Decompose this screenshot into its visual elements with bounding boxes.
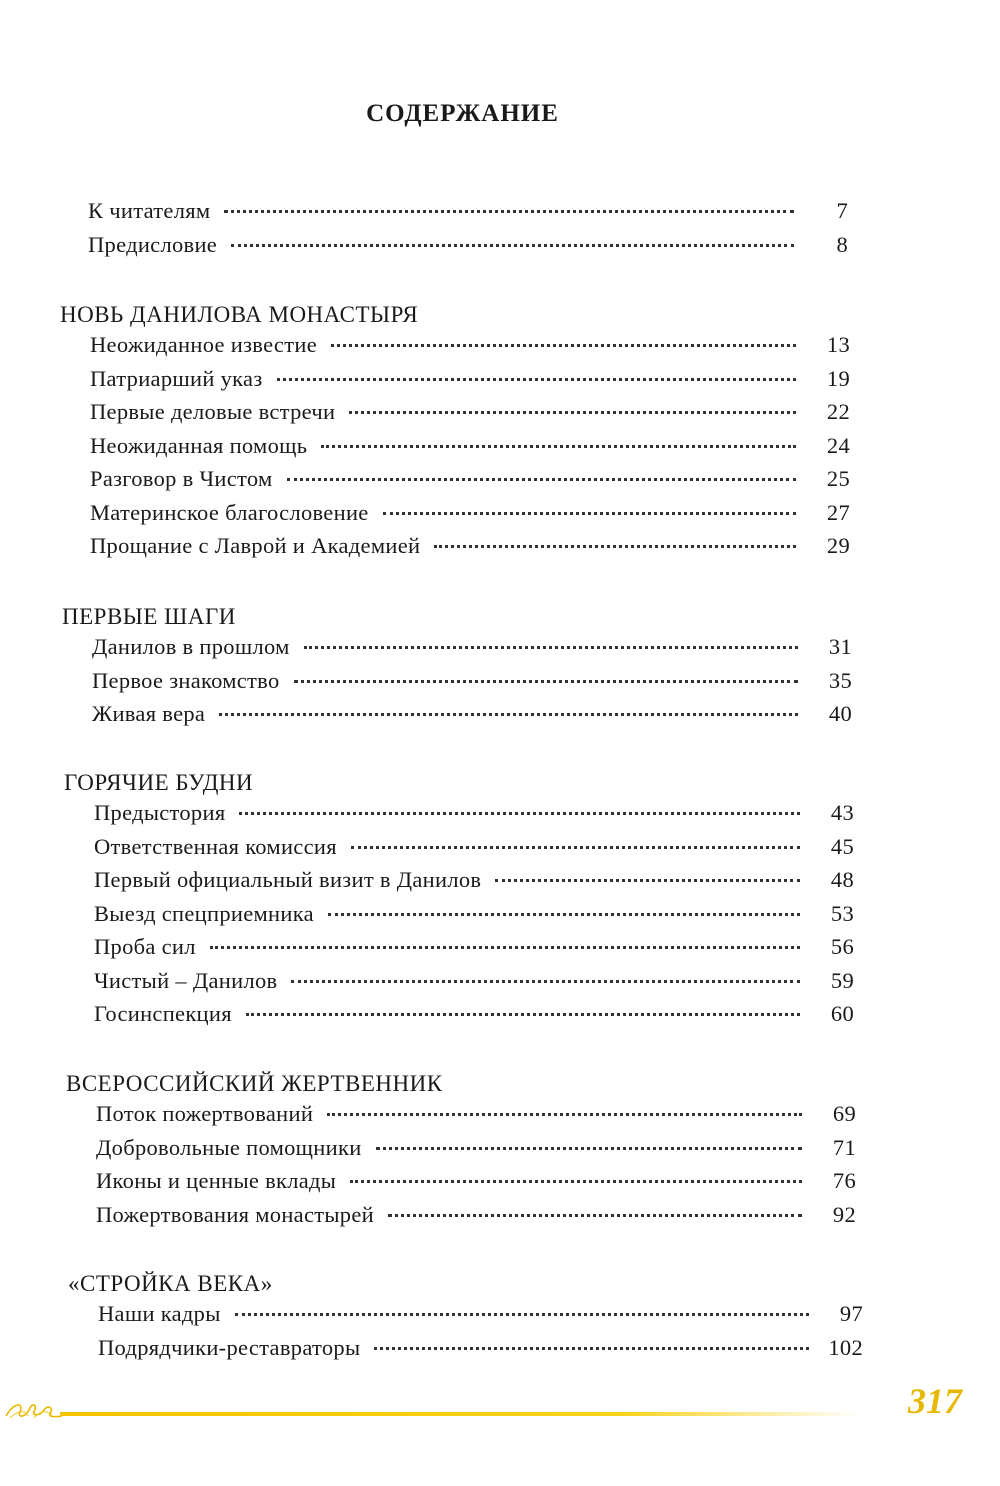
- toc-entry[interactable]: [96, 1135, 856, 1169]
- toc-entry-label: Разговор в Чистом: [90, 466, 273, 491]
- toc-entry-page: 19: [826, 365, 850, 391]
- toc-entry[interactable]: [92, 634, 852, 668]
- section-title: ПЕРВЫЕ ШАГИ: [62, 604, 236, 629]
- toc-entry-label: Живая вера: [92, 701, 206, 726]
- toc-entry[interactable]: [90, 533, 850, 567]
- toc-entry[interactable]: [94, 867, 854, 901]
- toc-section: [66, 1067, 856, 1235]
- toc-section: [62, 600, 852, 735]
- page-number: 317: [908, 1381, 962, 1421]
- toc-entry-label: Проба сил: [94, 934, 196, 959]
- toc-entry[interactable]: [92, 701, 852, 735]
- toc-entry[interactable]: [94, 968, 854, 1002]
- dot-leader: [277, 378, 796, 381]
- toc-entry-label: Ответственная комиссия: [94, 833, 337, 859]
- dot-leader: [304, 646, 798, 649]
- dot-leader: [321, 445, 796, 448]
- toc-entry-label: Подрядчики-реставраторы: [98, 1334, 361, 1360]
- toc-entry-label: Первые деловые встречи: [90, 399, 336, 424]
- toc-entry-label: Наши кадры: [98, 1301, 221, 1326]
- toc-entry[interactable]: [96, 1202, 856, 1236]
- toc-entry-label: Пожертвования монастырей: [96, 1201, 374, 1227]
- toc-entry[interactable]: [94, 800, 854, 834]
- section-title: «СТРОЙКА ВЕКА»: [68, 1271, 273, 1296]
- toc-entry-label: Неожиданная помощь: [90, 432, 308, 458]
- dot-leader: [350, 1180, 802, 1183]
- toc-entry[interactable]: [88, 198, 848, 232]
- dot-leader: [376, 1147, 802, 1150]
- toc-entry-label: Предыстория: [94, 800, 226, 825]
- dot-leader: [210, 946, 800, 949]
- footer-rule: [60, 1412, 860, 1416]
- toc-entry-label: К читателям: [88, 198, 211, 223]
- dot-leader: [328, 913, 800, 916]
- toc-entry[interactable]: [96, 1168, 856, 1202]
- section-title: ВСЕРОССИЙСКИЙ ЖЕРТВЕННИК: [66, 1071, 443, 1096]
- dot-leader: [231, 244, 794, 247]
- toc-entry[interactable]: [98, 1335, 863, 1369]
- toc-entry-page: 53: [830, 900, 854, 926]
- toc-entry-page: 25: [826, 466, 850, 491]
- toc-entry-label: Предисловие: [88, 231, 218, 257]
- toc-entry-label: Первый официальный визит в Данилов: [94, 867, 482, 892]
- toc-entry-page: 35: [828, 667, 852, 693]
- toc-entry[interactable]: [94, 901, 854, 935]
- toc-entry-page: 29: [826, 533, 850, 558]
- toc-entry-page: 59: [830, 967, 854, 993]
- toc-section: [68, 1267, 863, 1368]
- toc-entry[interactable]: [94, 1001, 854, 1035]
- toc-entry[interactable]: [98, 1301, 863, 1335]
- toc-entry[interactable]: [90, 399, 850, 433]
- toc-entry[interactable]: [90, 466, 850, 500]
- toc-entry-page: 71: [832, 1134, 856, 1160]
- toc-entry-page: 24: [826, 432, 850, 458]
- dot-leader: [495, 879, 800, 882]
- toc-entry-page: 31: [828, 634, 852, 659]
- toc-entry[interactable]: [90, 500, 850, 534]
- dot-leader: [434, 545, 796, 548]
- toc-entry-label: Добровольные помощники: [96, 1134, 362, 1160]
- toc-entry-page: 69: [832, 1101, 856, 1126]
- page-footer: [0, 1376, 1000, 1436]
- toc-entry[interactable]: [88, 232, 848, 266]
- dot-leader: [224, 210, 794, 213]
- toc-entry-page: 45: [830, 833, 854, 859]
- dot-leader: [349, 411, 796, 414]
- dot-leader: [374, 1347, 809, 1350]
- section-title: НОВЬ ДАНИЛОВА МОНАСТЫРЯ: [60, 302, 419, 327]
- toc-entry-page: 56: [830, 934, 854, 959]
- toc-entry-page: 76: [832, 1168, 856, 1193]
- dot-leader: [291, 980, 800, 983]
- toc-entry-page: 48: [830, 867, 854, 892]
- toc-entry-label: Первое знакомство: [92, 667, 280, 693]
- toc-entry-page: 7: [836, 198, 848, 223]
- toc-entry-page: 8: [836, 231, 848, 257]
- page-title: СОДЕРЖАНИЕ: [366, 100, 559, 127]
- toc-entry-label: Неожиданное известие: [90, 332, 317, 357]
- dot-leader: [239, 812, 800, 815]
- dot-leader: [383, 512, 796, 515]
- toc-entry-label: Патриарший указ: [90, 365, 263, 391]
- toc-entry-page: 60: [830, 1001, 854, 1026]
- toc-entry-page: 97: [839, 1301, 863, 1326]
- dot-leader: [287, 478, 797, 481]
- toc-section: [60, 298, 850, 567]
- toc-entry-page: 43: [830, 800, 854, 825]
- toc-entry-page: 92: [832, 1201, 856, 1227]
- toc-entry[interactable]: [94, 834, 854, 868]
- dot-leader: [327, 1113, 802, 1116]
- dot-leader: [294, 680, 799, 683]
- dot-leader: [351, 846, 800, 849]
- toc-entry-label: Госинспекция: [94, 1001, 232, 1026]
- toc-entry[interactable]: [94, 934, 854, 968]
- toc-entry-label: Прощание с Лаврой и Академией: [90, 533, 421, 558]
- toc-entry-page: 13: [826, 332, 850, 357]
- dot-leader: [219, 713, 798, 716]
- dot-leader: [388, 1214, 802, 1217]
- toc-entry-page: 40: [828, 701, 852, 726]
- toc-entry[interactable]: [92, 668, 852, 702]
- toc-entry[interactable]: [90, 332, 850, 366]
- toc-entry-label: Поток пожертвований: [96, 1101, 314, 1126]
- toc-entry-label: Иконы и ценные вклады: [96, 1168, 337, 1193]
- toc-entry-label: Выезд спецприемника: [94, 900, 314, 926]
- toc-entry[interactable]: [96, 1101, 856, 1135]
- section-title: ГОРЯЧИЕ БУДНИ: [64, 770, 254, 795]
- toc-entry-label: Чистый – Данилов: [94, 967, 278, 993]
- dot-leader: [331, 344, 796, 347]
- toc-entry[interactable]: [90, 433, 850, 467]
- toc-entry-page: 102: [828, 1334, 863, 1360]
- toc-entry-page: 22: [826, 399, 850, 424]
- dot-leader: [246, 1013, 800, 1016]
- toc-front-matter: [88, 198, 848, 265]
- toc-entry-label: Данилов в прошлом: [92, 634, 290, 659]
- dot-leader: [235, 1313, 809, 1316]
- flourish-ornament-icon: [4, 1398, 64, 1422]
- toc-entry-page: 27: [826, 499, 850, 525]
- toc-entry[interactable]: [90, 366, 850, 400]
- toc-section: [64, 766, 854, 1035]
- toc-entry-label: Материнское благословение: [90, 499, 369, 525]
